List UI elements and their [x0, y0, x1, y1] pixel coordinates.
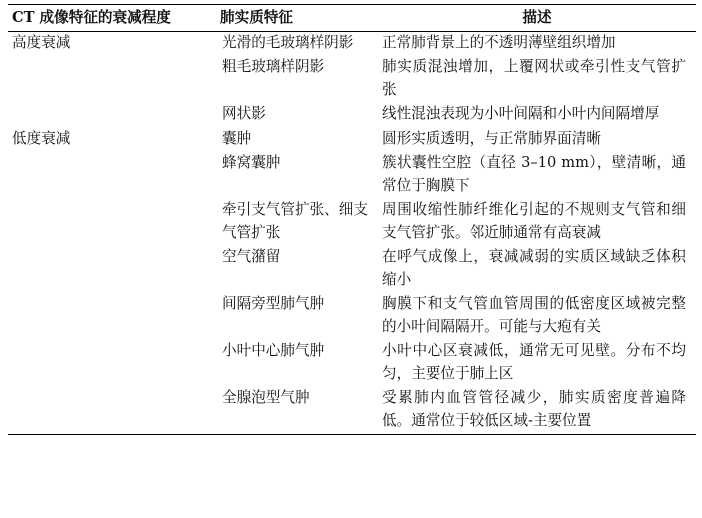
cell-description: 受累肺内血管管径减少，肺实质密度普遍降低。通常位于较低区域-主要位置	[378, 387, 696, 435]
table-row	[8, 293, 696, 340]
cell-feature: 牵引支气管扩张、细支气管扩张	[222, 201, 368, 241]
table-header	[8, 5, 696, 32]
table-row	[8, 31, 696, 56]
cell-feature: 粗毛玻璃样阴影	[222, 58, 325, 75]
table-row	[8, 103, 696, 128]
cell-description: 胸膜下和支气管血管周围的低密度区域被完整的小叶间隔隔开。可能与大疱有关	[382, 295, 686, 335]
cell-description: 正常肺背景上的不透明薄壁组织增加	[382, 33, 616, 51]
cell-description: 肺实质混浊增加，上覆网状或牵引性支气管扩张	[382, 58, 686, 98]
cell-category	[8, 246, 216, 293]
header-row	[8, 5, 696, 32]
cell-feature: 全腺泡型气肿	[216, 387, 378, 435]
cell-description: 簇状囊性空腔（直径 3–10 mm），壁清晰，通常位于胸膜下	[382, 154, 686, 194]
cell-feature: 小叶中心肺气肿	[222, 342, 325, 359]
cell-description: 圆形实质透明，与正常肺界面清晰	[382, 129, 601, 147]
table-row	[8, 152, 696, 199]
table-body	[8, 31, 696, 435]
cell-feature: 光滑的毛玻璃样阴影	[222, 33, 354, 51]
cell-category	[8, 103, 216, 128]
table-row	[8, 128, 696, 153]
header-category: CT 成像特征的衰减程度	[8, 5, 216, 32]
cell-category	[8, 340, 216, 387]
cell-description: 在呼气成像上，衰减减弱的实质区域缺乏体积缩小	[382, 248, 686, 288]
table-row	[8, 56, 696, 103]
ct-attenuation-table	[8, 4, 696, 435]
cell-category	[8, 293, 216, 340]
table-row	[8, 246, 696, 293]
cell-category: 高度衰减	[12, 33, 71, 51]
cell-category	[8, 56, 216, 103]
cell-description: 周围收缩性肺纤维化引起的不规则支气管和细支气管扩张。邻近肺通常有高衰减	[382, 201, 686, 241]
cell-feature: 空气潴留	[222, 248, 281, 265]
cell-feature: 间隔旁型肺气肿	[222, 295, 325, 312]
cell-feature: 囊肿	[222, 129, 252, 147]
cell-category	[8, 387, 216, 435]
header-description: 描述	[378, 5, 696, 32]
cell-category	[8, 152, 216, 199]
cell-feature: 网状影	[222, 105, 266, 122]
table-row	[8, 340, 696, 387]
cell-description: 小叶中心区衰减低，通常无可见壁。分布不均匀，主要位于肺上区	[382, 342, 686, 382]
cell-feature: 蜂窝囊肿	[222, 154, 281, 171]
table-row	[8, 199, 696, 246]
cell-category: 低度衰减	[12, 129, 71, 147]
table-row	[8, 387, 696, 435]
cell-category	[8, 199, 216, 246]
header-feature: 肺实质特征	[216, 5, 378, 32]
cell-description: 线性混浊表现为小叶间隔和小叶内间隔增厚	[382, 105, 660, 122]
